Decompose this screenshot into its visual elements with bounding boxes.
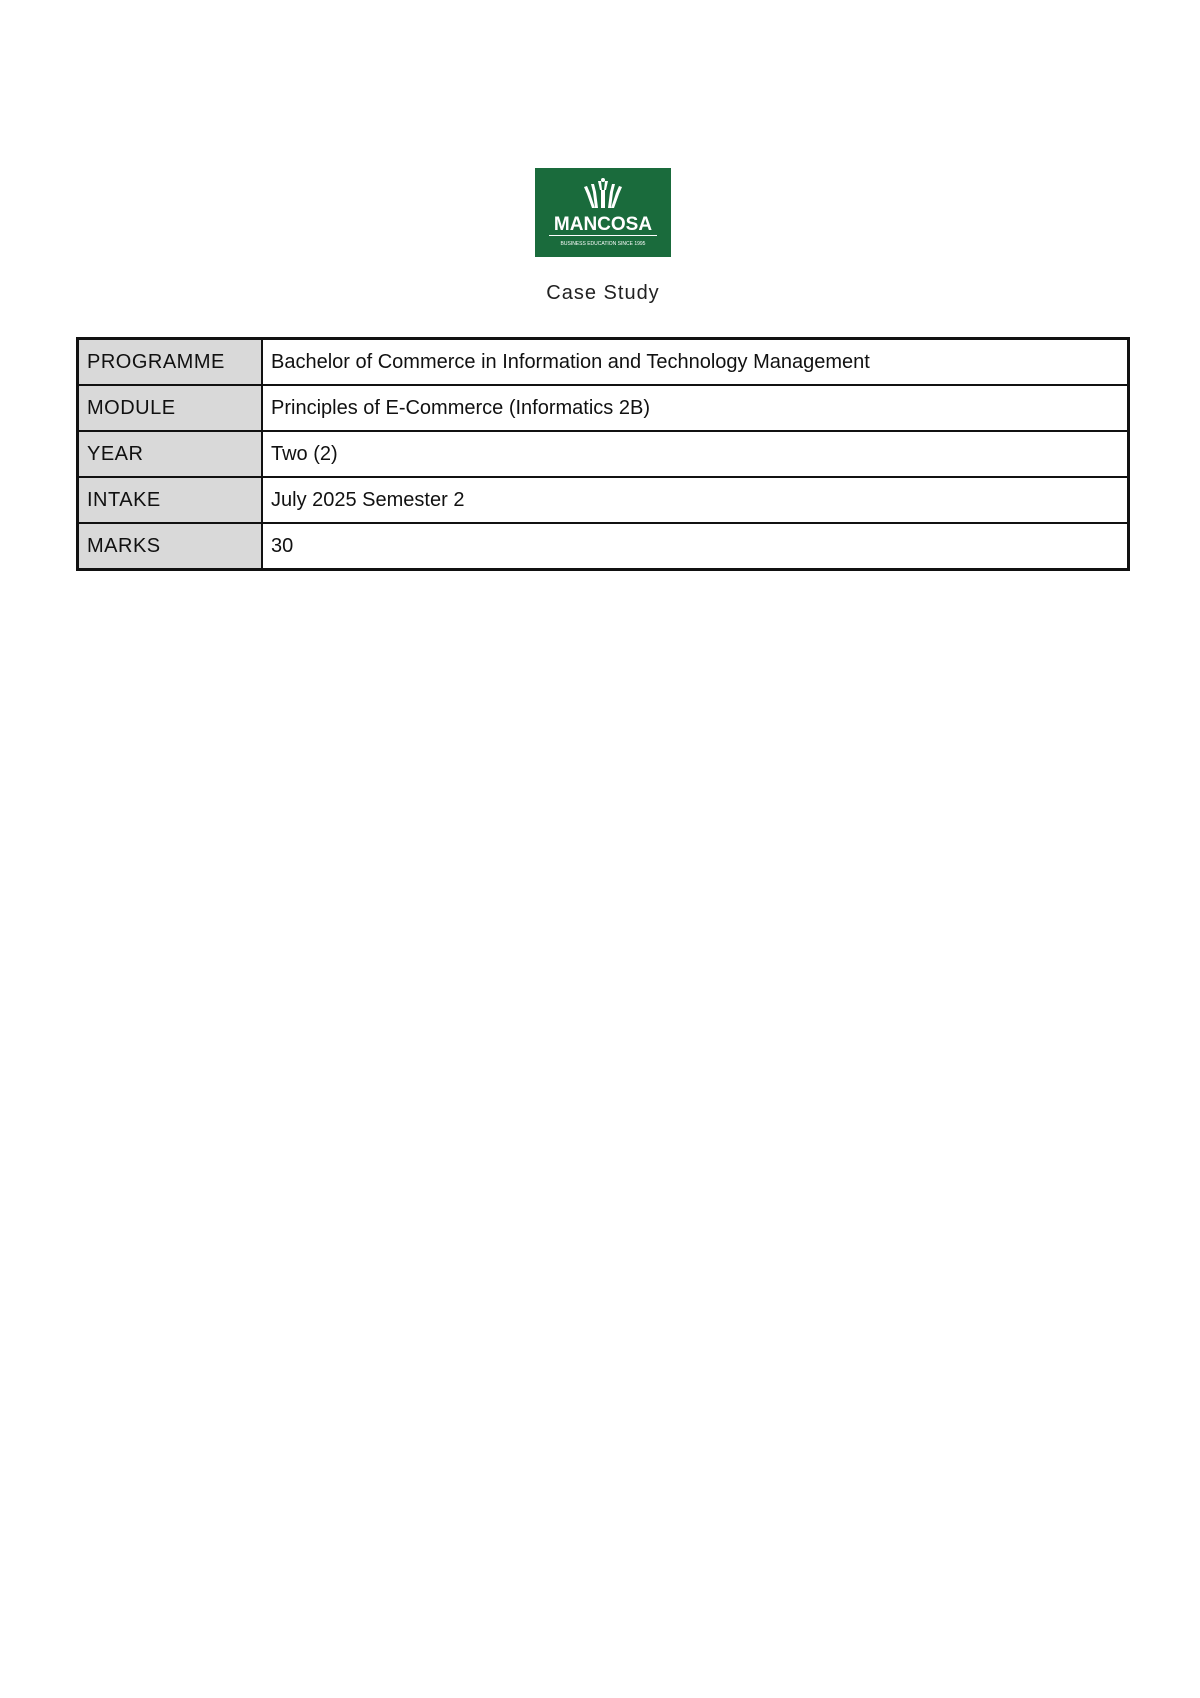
table-row-year [78, 431, 1129, 477]
programme-value: Bachelor of Commerce in Information and Technology Management [262, 339, 1129, 386]
marks-label: MARKS [78, 523, 263, 570]
module-value: Principles of E-Commerce (Informatics 2B) [262, 385, 1129, 431]
intake-value: July 2025 Semester 2 [262, 477, 1129, 523]
year-value: Two (2) [262, 431, 1129, 477]
svg-text:MANCOSA: MANCOSA [553, 214, 653, 235]
table-row-marks [78, 523, 1129, 570]
year-label: YEAR [78, 431, 263, 477]
document-type-title: Case Study [546, 282, 660, 304]
module-label: MODULE [78, 385, 263, 431]
tree-logo-icon [535, 168, 671, 257]
intake-label: INTAKE [78, 477, 263, 523]
programme-label: PROGRAMME [78, 339, 263, 386]
table-row-module [78, 385, 1129, 431]
mancosa-logo [535, 168, 671, 257]
table-row-intake [78, 477, 1129, 523]
marks-value: 30 [262, 523, 1129, 570]
module-details-table [76, 337, 1130, 571]
table-row-programme [78, 339, 1129, 386]
svg-text:BUSINESS EDUCATION SINCE 1995: BUSINESS EDUCATION SINCE 1995 [560, 241, 646, 247]
